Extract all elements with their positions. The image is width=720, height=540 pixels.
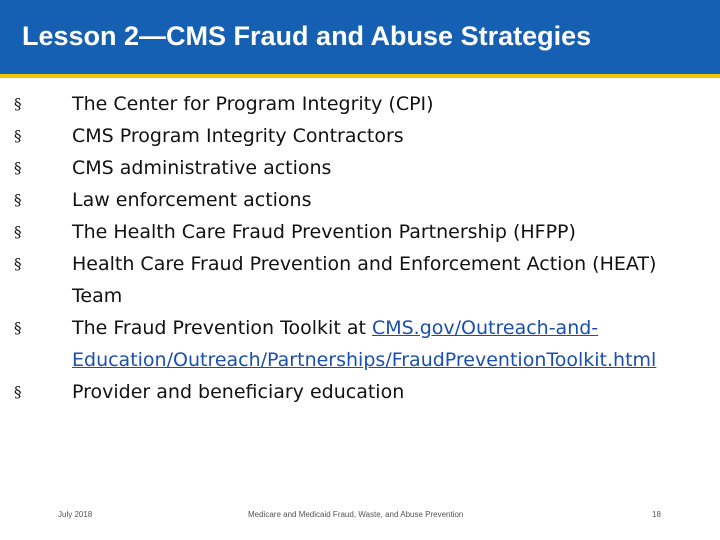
bullet-icon: § [14, 127, 22, 145]
bullet-text: The Fraud Prevention Toolkit at [72, 317, 372, 339]
bullet-text: CMS Program Integrity Contractors [72, 125, 404, 147]
bullet-text: The Center for Program Integrity (CPI) [72, 93, 434, 115]
toolkit-link[interactable]: CMS.gov/Outreach-and-Education/Outreach/Partnerships/FraudPrevention​Toolkit.html [72, 317, 657, 371]
list-item [14, 88, 707, 120]
list-item [14, 152, 707, 184]
bullet-list [14, 88, 707, 408]
footer-date: July 2018 [58, 510, 93, 519]
list-item [14, 248, 707, 312]
list-item [14, 216, 707, 248]
bullet-text: CMS administrative actions [72, 157, 332, 179]
list-item [14, 120, 707, 152]
slide-title: Lesson 2—CMS Fraud and Abuse Strategies [22, 21, 592, 51]
bullet-icon: § [14, 383, 22, 401]
footer-title: Medicare and Medicaid Fraud, Waste, and Abuse Prevention [248, 510, 464, 519]
bullet-icon: § [14, 191, 22, 209]
list-item-toolkit [14, 312, 707, 376]
bullet-text: Provider and beneficiary education [72, 381, 405, 403]
list-item [14, 376, 707, 408]
bullet-text: Health Care Fraud Prevention and Enforcement Action (HEAT) Team [72, 253, 657, 307]
bullet-text: The Health Care Fraud Prevention Partnership (HFPP) [72, 221, 576, 243]
bullet-icon: § [14, 319, 22, 337]
bullet-icon: § [14, 255, 22, 273]
bullet-icon: § [14, 223, 22, 241]
bullet-icon: § [14, 159, 22, 177]
list-item [14, 184, 707, 216]
title-bar [0, 0, 720, 78]
bullet-icon: § [14, 95, 22, 113]
page-number: 18 [652, 510, 661, 519]
bullet-text: Law enforcement actions [72, 189, 312, 211]
